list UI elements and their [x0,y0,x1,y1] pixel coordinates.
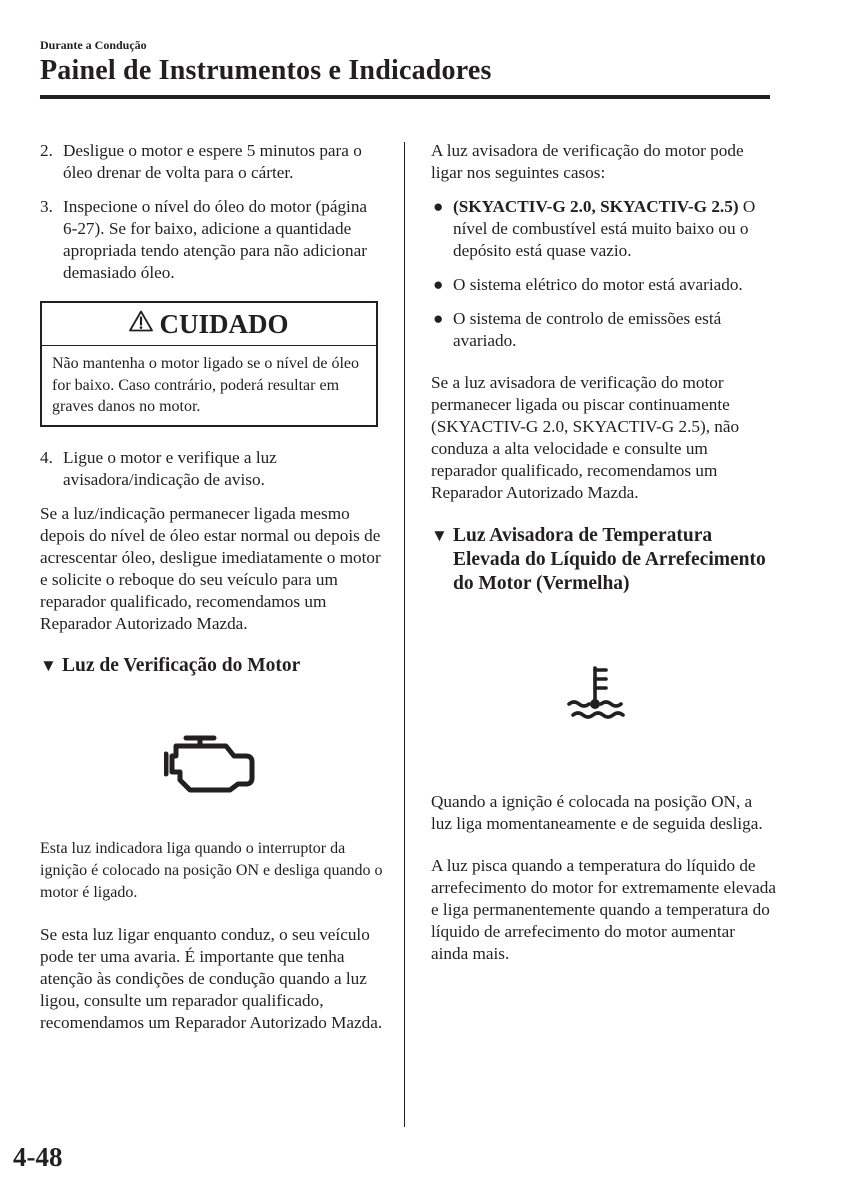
icon-area [431,596,776,791]
coolant-temperature-icon [565,664,629,732]
caution-body: Não mantenha o motor ligado se o nível de óleo for baixo. Caso contrário, poderá resultar em graves danos no motor. [52,355,360,415]
heading-marker: ▼ [431,526,448,545]
step-number: 3. [40,197,53,216]
page-title: Painel de Instrumentos e Indicadores [40,55,492,86]
caution-box [40,301,378,427]
paragraph: A luz pisca quando a temperatura do líquido de arrefecimento do motor for extremamente elevada e liga permanentemente quando a temperatura do líquido de arrefecimento do motor aumentar ainda mais. [431,856,777,963]
step-text: Desligue o motor e espere 5 minutos para o óleo drenar de volta para o cárter. [63,141,362,182]
heading-marker: ▼ [40,655,57,675]
right-column [431,140,776,965]
bullet-item [431,274,776,296]
step-text: Ligue o motor e verifique a luz avisadora/indicação de aviso. [63,447,277,489]
page-number: 4-48 [13,1142,63,1172]
step-number: 2. [40,141,53,160]
bullet-item [431,308,776,352]
heading-text: Luz Avisadora de Temperatura Elevada do Líquido de Arrefecimento do Motor (Vermelha) [453,525,766,594]
step-2 [40,140,385,184]
bullet-icon: ● [433,309,444,328]
icon-area [40,678,385,838]
title-rule [40,95,770,99]
paragraph: Esta luz indicadora liga quando o interruptor da ignição é colocado na posição ON e desliga quando o motor é ligado. [40,839,383,901]
bullet-bold: (SKYACTIV-G 2.0, SKYACTIV-G 2.5) [453,197,739,216]
step-3 [40,196,385,284]
bullet-item [431,196,776,262]
section-label: Durante a Condução [40,38,147,52]
warning-triangle-icon [129,310,153,338]
paragraph: A luz avisadora de verificação do motor pode ligar nos seguintes casos: [431,141,744,182]
paragraph: Quando a ignição é colocada na posição ON, a luz liga momentaneamente e de seguida desliga. [431,792,763,833]
check-engine-icon [164,732,258,800]
bullet-text: O sistema elétrico do motor está avariado. [453,275,743,294]
bullet-text: O nível de combustível está muito baixo ou o depósito está quase vazio. [453,197,756,260]
paragraph: Se esta luz ligar enquanto conduz, o seu veículo pode ter uma avaria. É importante que tenha atenção às condições de condução quando a luz ligou, consulte um reparador qualificado, recomendamos um Reparador Autorizado Mazda. [40,924,383,1032]
step-number: 4. [40,447,53,467]
bullet-icon: ● [433,197,444,216]
step-4 [40,447,385,491]
section-heading [40,654,385,678]
paragraph: Se a luz/indicação permanecer ligada mesmo depois do nível de óleo estar normal ou depois de acrescentar óleo, desligue imediatamente o motor e solicite o reboque do seu veículo para um reparador qualificado, recomendamos um Reparador Autorizado Mazda. [40,503,381,633]
bullet-text: O sistema de controlo de emissões está avariado. [453,309,722,350]
section-heading [431,524,776,596]
caution-title: CUIDADO [159,309,289,339]
column-divider [404,142,405,1127]
left-column [40,140,385,1034]
heading-text: Luz de Verificação do Motor [62,654,301,676]
step-text: Inspecione o nível do óleo do motor (página 6-27). Se for baixo, adicione a quantidade apropriada tendo atenção para não adicionar demasiado óleo. [63,197,368,282]
caution-header [42,303,376,346]
paragraph: Se a luz avisadora de verificação do motor permanecer ligada ou piscar continuamente (SKYACTIV-G 2.0, SKYACTIV-G 2.5), não conduza a alta velocidade e consulte um reparador qualificado, recomendamos um Reparador Autorizado Mazda. [431,373,740,502]
bullet-icon: ● [433,275,444,294]
